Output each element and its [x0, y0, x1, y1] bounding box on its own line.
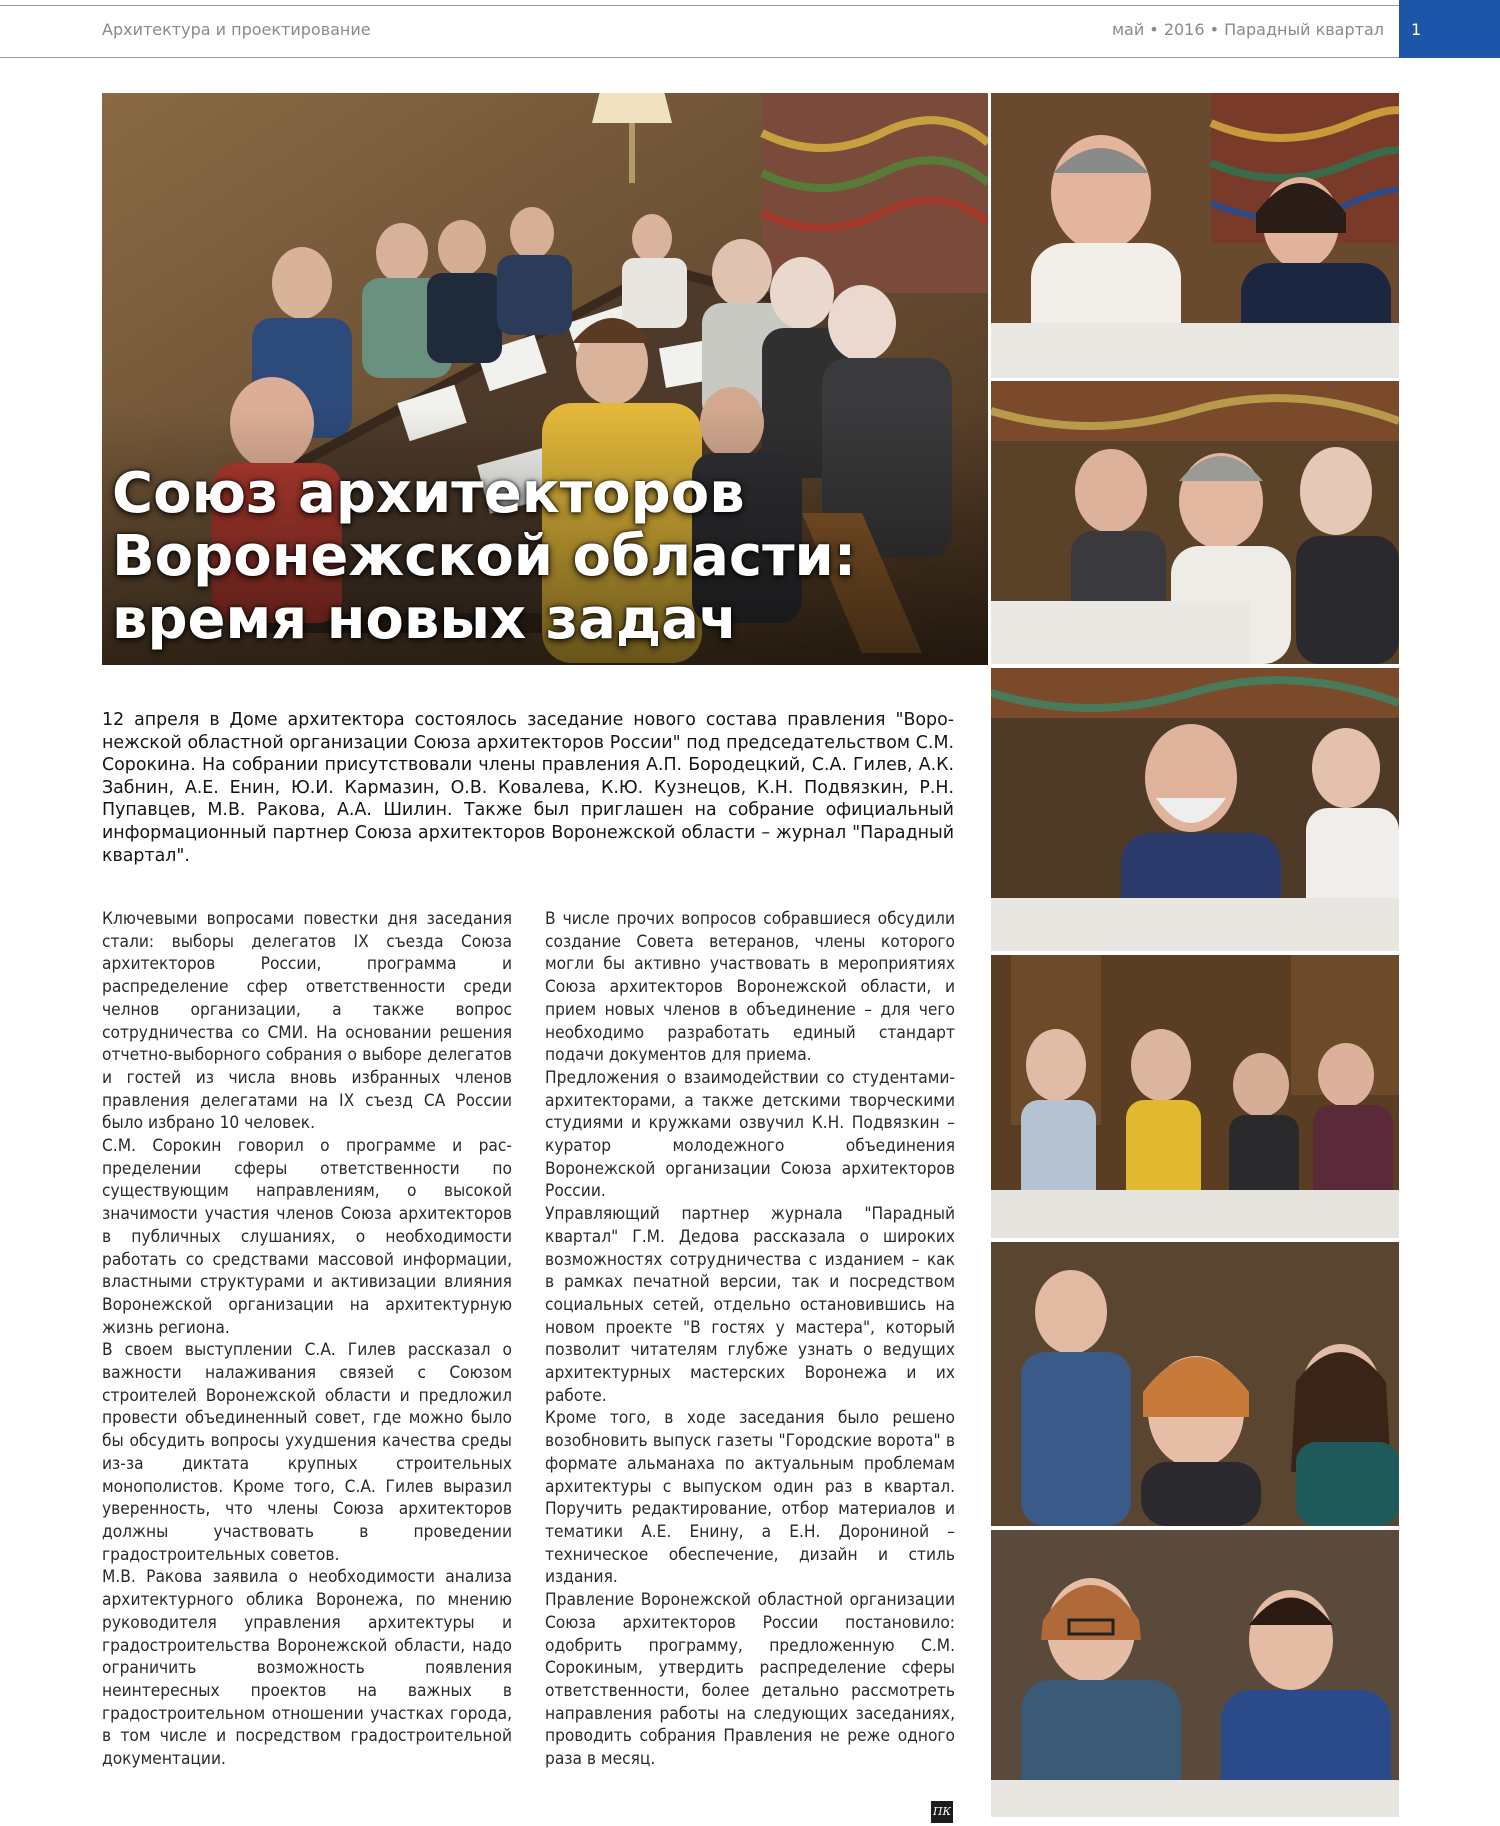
paragraph: В своем выступлении С.А. Гилев рассказал о важности налаживания связей с Союзом строителей Воронежской области и предложил провести объединенный совет, где можно было бы обсудить вопросы ухудшения качества среды из-за диктата крупных строительных монополистов. Кроме того, С.А. Гилев выразил уверенность, что члены Союза архитекторов должны участвовать в проведении градостроительных советов. — [102, 1340, 512, 1565]
side-photo-1 — [991, 93, 1399, 378]
header-rule-bottom — [0, 57, 1399, 58]
title-line-1: Союз архитекторов — [112, 461, 745, 526]
issue-info: май • 2016 • Парадный квартал — [1111, 20, 1384, 39]
side-photo-4 — [991, 955, 1399, 1238]
page-number-tab — [1399, 0, 1500, 58]
paragraph: Управляющий партнер журнала "Парадный квартал" Г.М. Дедова рассказала о широких возможностях сотрудничества с изданием – как в рамках печатной версии, так и посредством социальных сетей, отдельно остановившись на новом проекте "В гостях у мастера", который позволит читателям глубже узнать о ведущих архитектурных мастерских Воронежа и их работе. — [545, 1204, 955, 1406]
main-meeting-photo — [102, 93, 988, 665]
side-photo-3 — [991, 668, 1399, 951]
paragraph: Кроме того, в ходе заседания было решено возобновить выпуск газеты "Городские ворота" в формате альманаха по актуальным проблемам архитектуры с выпуском один раз в квартал. Поручить редактирование, отбор материалов и тематики А.Е. Енину, а Е.Н. Дорониной – техническое обеспечение, дизайн и стиль издания. — [545, 1408, 955, 1588]
paragraph: В числе прочих вопросов собравшиеся обсудили создание Совета ветеранов, члены которого могли бы активно участвовать в мероприятиях Союза архитекторов Воронежской области, и прием новых членов в объединение – для чего необходимо разработать единый стандарт подачи документов для приема. — [545, 909, 955, 1066]
side-photo-6 — [991, 1530, 1399, 1817]
paragraph: С.М. Сорокин говорил о программе и распределении сферы ответственности по существующим направлениям, о высокой значимости участия членов Союза архитекторов в публичных слушаниях, о необходимости работать со средствами массовой информации, властными структурами и активизации влияния Воронежской организации на архитектурную жизнь региона. — [102, 1136, 512, 1338]
title-line-2: Воронежской области: — [112, 524, 857, 589]
article-lead: 12 апреля в Доме архитектора состоялось заседание нового состава правления "Воронежской областной организации Союза архитекторов России" под председательством С.М. Сорокина. На собрании присутствовали члены правления А.П. Бородецкий, С.А. Гилев, А.К. Забнин, А.Е. Енин, Ю.И. Кармазин, О.В. Ковалева, К.Ю. Кузнецов, К.Н. Подвязкин, Р.Н. Пупавцев, М.В. Ракова, А.А. Шилин. Также был приглашен на собрание официальный информационный партнер Союза архитекторов Воронежской области – журнал "Парадный квартал". — [102, 710, 954, 866]
side-photo-2 — [991, 381, 1399, 664]
paragraph: М.В. Ракова заявила о необходимости анализа архитектурного облика Воронежа, по мнению руководителя управления архитектуры и градостроительства Воронежской области, надо ограничить возможность появления неинтересных проектов на важных в градостроительном отношении участках города, в том числе и посредством градостроительной документации. — [102, 1567, 512, 1770]
title-line-3: время новых задач — [112, 587, 738, 652]
paragraph: Ключевыми вопросами повестки дня заседания стали: выборы делегатов IX съезда Союза архитекторов России, программа и распределение сфер ответственности среди челнов организации, а также вопрос сотрудничества со СМИ. На основании решения отчетно-выборного собрания о выборе делегатов и гостей из числа вновь избранных членов правления делегатами на IX съезд СА России было избрано 10 человек. — [102, 909, 512, 1134]
body-column-left — [102, 908, 512, 1771]
header-rule-top — [0, 5, 1399, 6]
paragraph: Предложения о взаимодействии со студентами-архитекторами, а также детскими творческими студиями и кружками озвучил К.Н. Подвязкин – куратор молодежного объединения Воронежской организации Союза архитекторов России. — [545, 1067, 955, 1202]
paragraph: Правление Воронежской областной организации Союза архитекторов России постановило: одобрить программу, предложенную С.М. Сорокиным, утвердить распределение сферы ответственности, более детально рассмотреть направления работы на следующих заседаниях, проводить собрания Правления не реже одного раза в месяц. — [545, 1590, 955, 1770]
end-mark-logo-icon: ПК — [931, 1801, 953, 1823]
article-title — [112, 462, 988, 651]
section-label: Архитектура и проектирование — [102, 20, 371, 39]
body-column-right — [545, 908, 955, 1771]
page-number: 1 — [1411, 20, 1422, 39]
side-photo-5 — [991, 1242, 1399, 1526]
